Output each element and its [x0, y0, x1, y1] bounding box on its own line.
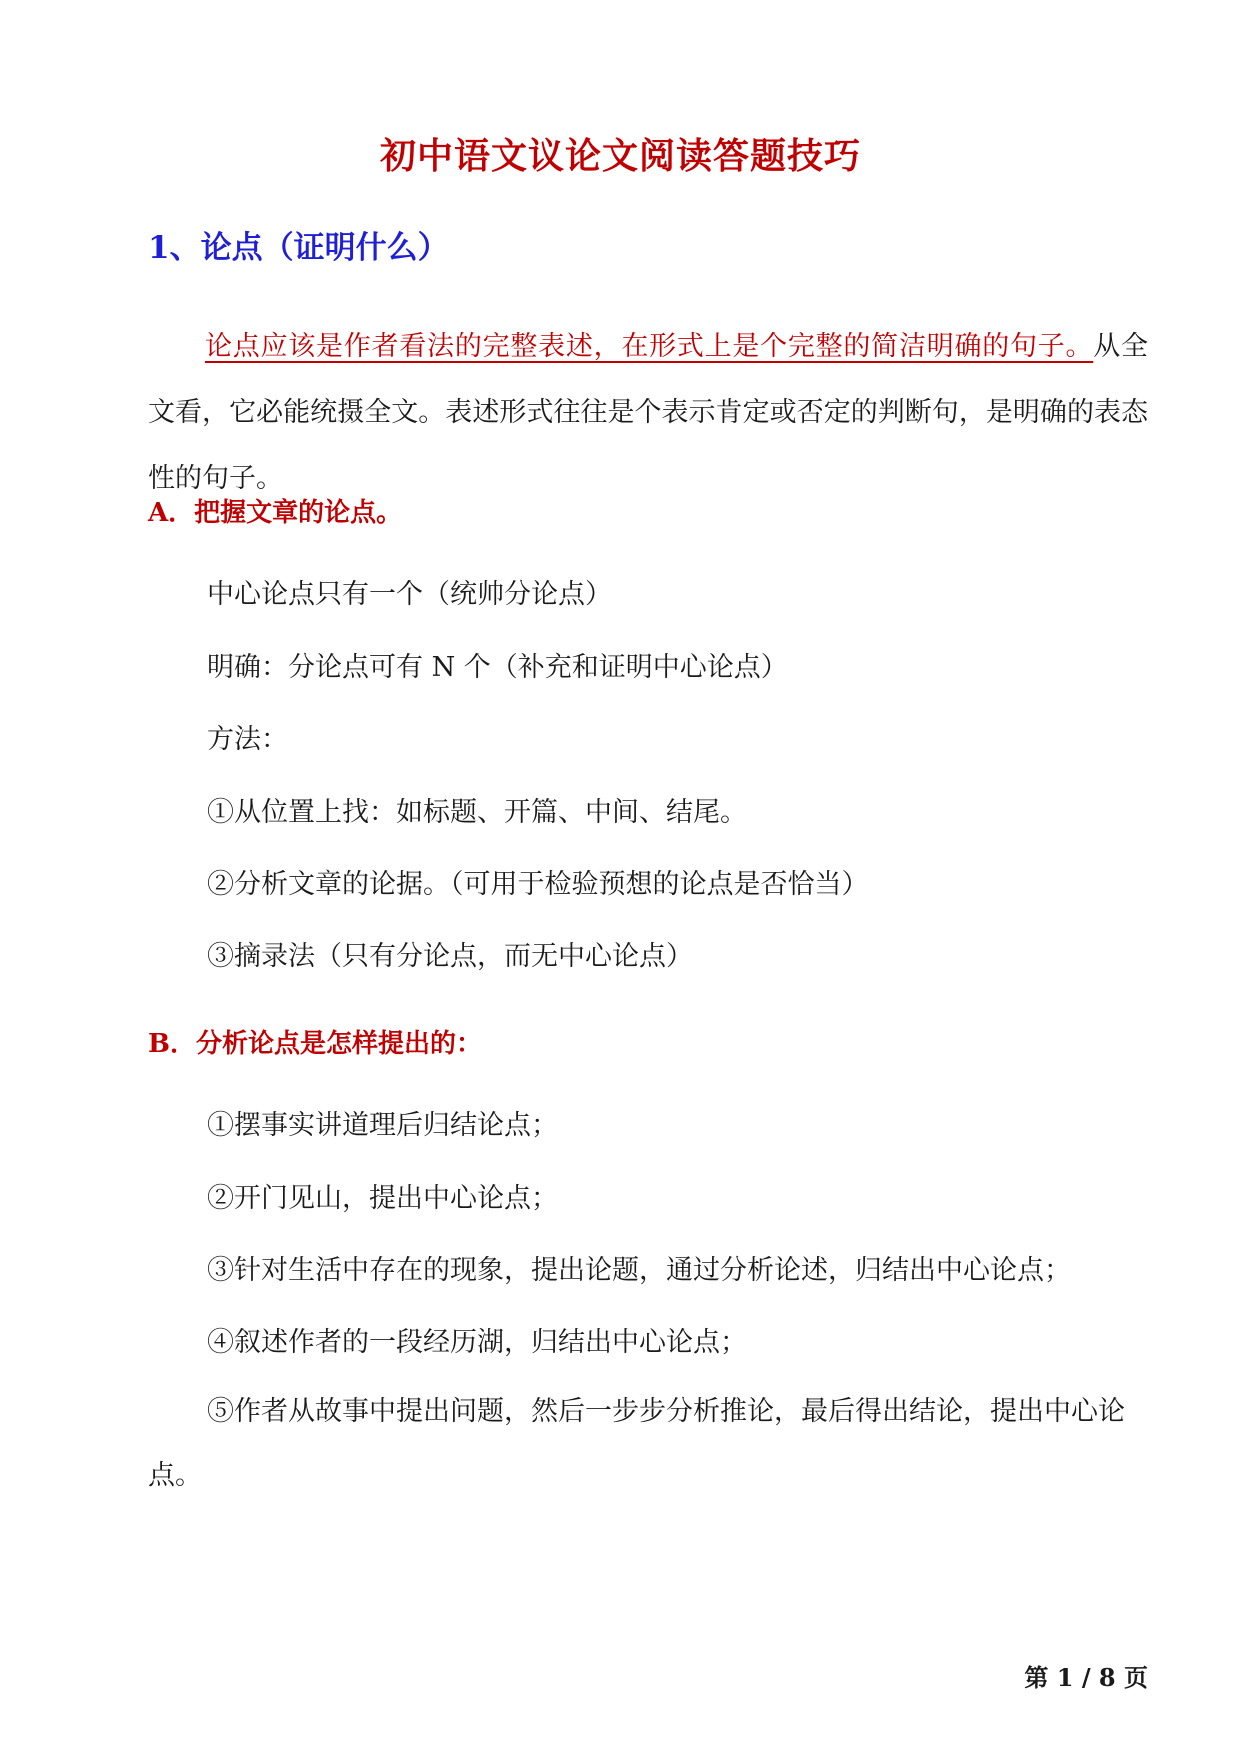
part-a-line: ③摘录法（只有分论点，而无中心论点） [207, 941, 693, 972]
part-b-line: ①摆事实讲道理后归结论点； [207, 1110, 558, 1141]
part-a-line: 方法： [207, 724, 288, 755]
part-b-line: ③针对生活中存在的现象，提出论题，通过分析论述，归结出中心论点； [207, 1255, 1071, 1286]
part-a-line: 明确：分论点可有 N 个（补充和证明中心论点） [207, 652, 788, 683]
part-b-line: ②开门见山，提出中心论点； [207, 1183, 558, 1214]
document-title: 初中语文议论文阅读答题技巧 [379, 135, 861, 177]
part-b-line: ④叙述作者的一段经历湖，归结出中心论点； [207, 1327, 747, 1358]
part-b-last-paragraph: ⑤作者从故事中提出问题，然后一步步分析推论，最后得出结论，提出中心论点。 [148, 1396, 1125, 1491]
intro-emphasis-text: 论点应该是作者看法的完整表述，在形式上是个完整的简洁明确的句子。 [205, 331, 1094, 362]
part-a-line: ①从位置上找：如标题、开篇、中间、结尾。 [207, 797, 747, 828]
part-a-line: 中心论点只有一个（统帅分论点） [207, 579, 612, 610]
intro-rest-text: 从全文看，它必能统摄全文。表述形式往往是个表示肯定或否定的判断句，是明确的表态性的句子。 [148, 331, 1149, 494]
section-intro-paragraph [148, 314, 1148, 512]
section-heading-arguments: 1、论点（证明什么） [148, 230, 449, 266]
sub-heading-b: B．分析论点是怎样提出的： [148, 1029, 482, 1059]
part-a-line: ②分析文章的论据。（可用于检验预想的论点是否恰当） [207, 869, 869, 900]
sub-heading-a: A．把握文章的论点。 [148, 498, 403, 528]
page-number: 第 1 / 8 页 [1024, 1663, 1148, 1692]
